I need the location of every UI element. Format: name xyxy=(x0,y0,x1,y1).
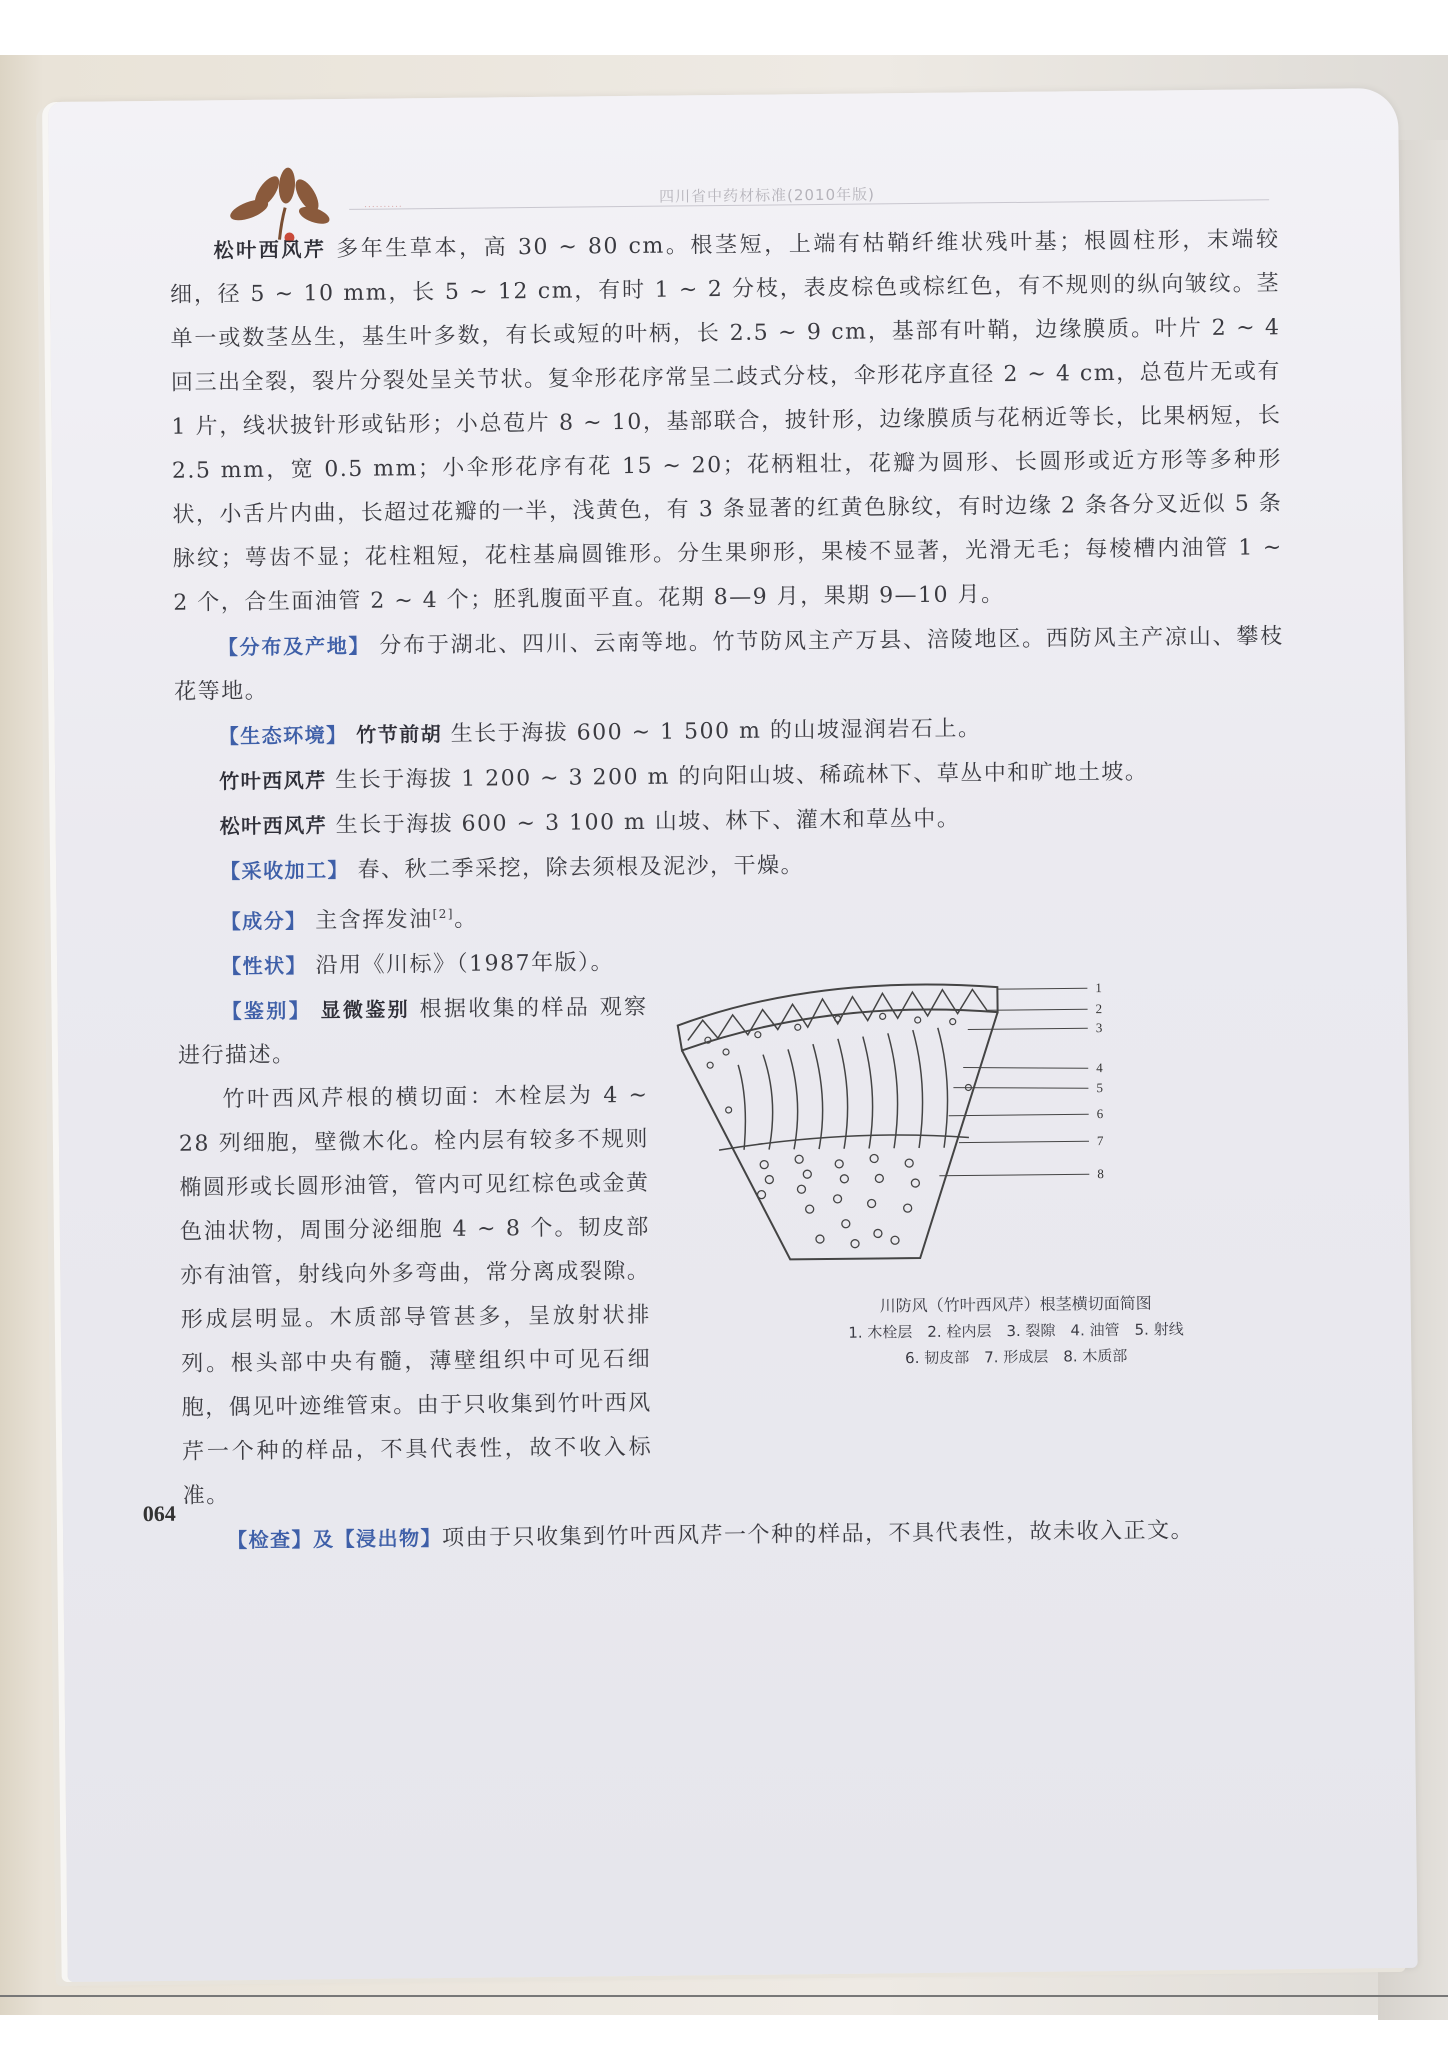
check-label: 【检查】 xyxy=(226,1527,314,1553)
book-page xyxy=(48,88,1418,1982)
cross-section-diagram xyxy=(667,975,1250,1301)
bottom-rule xyxy=(0,1995,1448,1997)
composition-end: 。 xyxy=(454,906,478,933)
properties-text: 沿用《川标》（1987年版）。 xyxy=(315,950,615,979)
check-text: 项由于只收集到竹叶西风芹一个种的样品，不具代表性，故未收入正文。 xyxy=(441,1518,1195,1552)
species-term: 松叶西风芹 xyxy=(213,237,327,263)
ecology-term-2: 竹叶西风芹 xyxy=(219,768,327,794)
callout-4: 4 xyxy=(1096,1060,1103,1076)
cross-section-paragraph: 竹叶西风芹根的横切面：木栓层为 4 ~ 28 列细胞，壁微木化。栓内层有较多不规则椭圆形或长圆形油管，管内可见红棕色或金黄色油状物，周围分泌细胞 4 ~ 8 个。韧皮部亦有油管，射线向外多弯曲，常分离成裂隙。形成层明显。木质部导管甚多，呈放射状排列。根头部中央有髓，薄壁组织中可见石细胞，偶见叶迹维管束。由于只收集到竹叶西风芹一个种的样品，不具代表性，故不收入标准。 xyxy=(178,1083,653,1510)
distribution-label: 【分布及产地】 xyxy=(217,633,371,660)
distribution-text: 分布于湖北、四川、云南等地。竹节防风主产万县、涪陵地区。西防风主产凉山、攀枝花等地。 xyxy=(174,624,1284,705)
description-paragraph xyxy=(169,217,1283,626)
callout-8: 8 xyxy=(1097,1166,1104,1182)
figure-title: 川防风（竹叶西风芹）根茎横切面简图 xyxy=(879,1293,1152,1316)
header-dots: ·········· xyxy=(364,202,403,213)
check-and: 及 xyxy=(312,1527,335,1552)
composition-label: 【成分】 xyxy=(220,908,307,934)
callout-6: 6 xyxy=(1096,1106,1104,1122)
identification-term: 显微鉴别 xyxy=(320,997,411,1023)
ecology-term-3: 松叶西风芹 xyxy=(219,813,328,839)
figure-legend-line-1: 1. 木栓层 2. 栓内层 3. 裂隙 4. 油管 5. 射线 xyxy=(848,1320,1184,1342)
identification-label: 【鉴别】 xyxy=(221,998,312,1024)
identification-text-2: 观察进行描述。 xyxy=(177,995,648,1070)
ecology-term-1: 竹节前胡 xyxy=(356,721,443,747)
callout-5: 5 xyxy=(1096,1080,1103,1096)
processing-text: 春、秋二季采挖，除去须根及泥沙，干燥。 xyxy=(357,853,805,883)
figure-caption xyxy=(801,1290,1232,1372)
processing-label: 【采收加工】 xyxy=(219,857,350,884)
extract-label: 【浸出物】 xyxy=(334,1526,443,1552)
callout-1: 1 xyxy=(1095,980,1102,996)
ecology-text-2: 生长于海拔 1 200 ~ 3 200 m 的向阳山坡、稀疏林下、草丛中和旷地土坡。 xyxy=(335,759,1149,794)
properties-label: 【性状】 xyxy=(220,953,308,979)
identification-paragraph xyxy=(177,985,648,1079)
ecology-text-1: 生长于海拔 600 ~ 1 500 m 的山坡湿润岩石上。 xyxy=(450,716,982,747)
distribution-paragraph xyxy=(174,614,1285,715)
callout-7: 7 xyxy=(1096,1133,1104,1149)
ecology-text-3: 生长于海拔 600 ~ 3 100 m 山坡、林下、灌木和草丛中。 xyxy=(335,806,961,839)
composition-reference: [2] xyxy=(432,906,455,922)
description-text: 多年生草本，高 30 ~ 80 cm。根茎短，上端有枯鞘纤维状残叶基；根圆柱形，末端较细，径 5 ~ 10 mm，长 5 ~ 12 cm，有时 1 ~ 2 分枝，表皮棕色或棕红色，有不规则的纵向皱纹。茎单一或数茎丛生，基生叶多数，有长或短的叶柄，长 2.5 ~ 9 cm，基部有叶鞘，边缘膜质。叶片 2 ~ 4 回三出全裂，裂片分裂处呈关节状。复伞形花序常呈二歧式分枝，伞形花序直径 2 ~ 4 cm，总苞片无或有 1 片，线状披针形或钻形；小总苞片 8 ~ 10，基部联合，披针形，边缘膜质与花柄近等长，比果柄短，长 2.5 mm，宽 0.5 mm；小伞形花序有花 15 ~ 20；花柄粗壮，花瓣为圆形、长圆形或近方形等多种形状，小舌片内曲，长超过花瓣的一半，浅黄色，有 3 条显著的红黄色脉纹，有时边缘 2 条各分叉近似 5 条脉纹；萼齿不显；花柱粗短，花柱基扁圆锥形。分生果卵形，果棱不显著，光滑无毛；每棱槽内油管 1 ~ 2 个，合生面油管 2 ~ 4 个；胚乳腹面平直。花期 8—9 月，果期 9—10 月。 xyxy=(169,227,1283,616)
page-number: 064 xyxy=(142,1500,176,1527)
figure-legend-line-2: 6. 韧皮部 7. 形成层 8. 木质部 xyxy=(905,1346,1128,1368)
composition-text: 主含挥发油 xyxy=(314,907,433,934)
running-head: 四川省中药材标准(2010年版) xyxy=(658,185,876,206)
callout-3: 3 xyxy=(1095,1020,1103,1036)
ecology-label: 【生态环境】 xyxy=(218,722,348,749)
identification-text-1: 根据收集的样品 xyxy=(419,995,591,1023)
callout-2: 2 xyxy=(1095,1001,1103,1017)
